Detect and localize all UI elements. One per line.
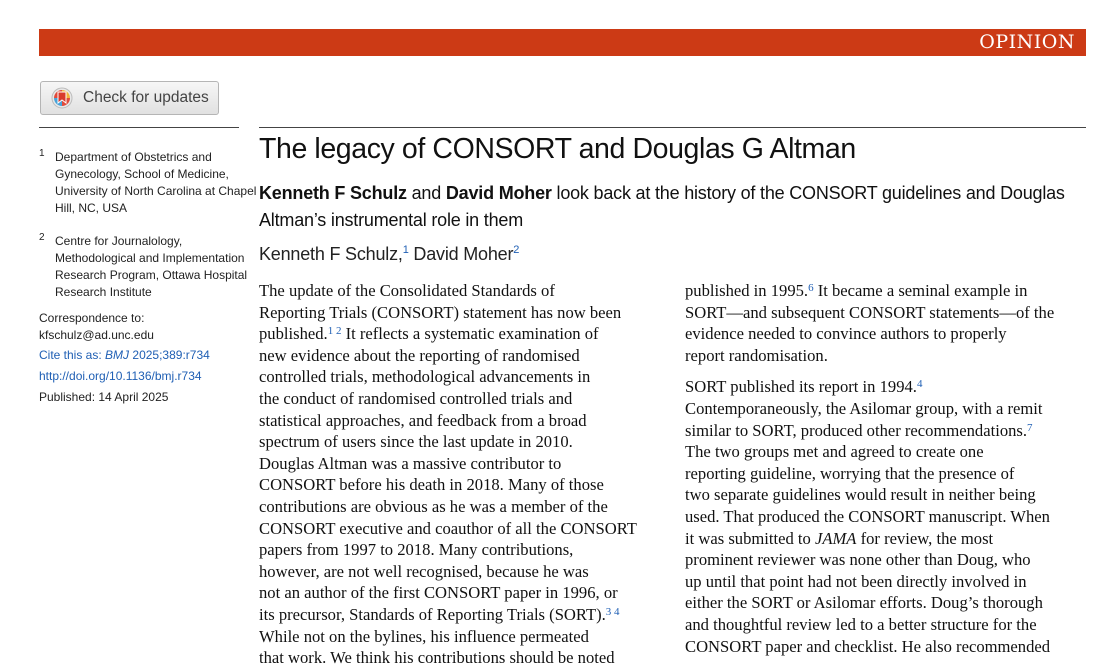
standfirst-text: Altman’s instrumental role in them bbox=[259, 210, 523, 230]
check-for-updates-button[interactable] bbox=[40, 81, 219, 115]
body-line: SORT—and subsequent CONSORT statements—of the bbox=[685, 302, 1055, 322]
correspondence-email[interactable]: kfschulz@ad.unc.edu bbox=[39, 328, 154, 342]
cite-label: Cite this as: bbox=[39, 348, 102, 362]
body-line: controlled trials, methodological advancements in bbox=[259, 367, 591, 387]
body-line: published in 1995.$^6$ It became a seminal example in bbox=[685, 281, 1028, 300]
affiliation-line: Hill, NC, USA bbox=[55, 201, 128, 215]
reference-link[interactable]: 7 bbox=[1027, 421, 1033, 434]
body-line: report randomisation. bbox=[685, 345, 828, 365]
affiliation-line: Research Program, Ottawa Hospital bbox=[55, 268, 248, 282]
affiliation-line: Department of Obstetrics and bbox=[55, 150, 212, 164]
body-column-1 bbox=[259, 280, 679, 669]
body-line: however, are not well recognised, because he was bbox=[259, 561, 589, 581]
body-line: two separate guidelines would result in neither being bbox=[685, 485, 1036, 505]
body-line: new evidence about the reporting of randomised bbox=[259, 345, 580, 365]
affiliation-line: Gynecology, School of Medicine, bbox=[55, 167, 229, 181]
reference-link[interactable]: 6 bbox=[808, 282, 814, 294]
body-line: CONSORT paper and checklist. He also recommended bbox=[685, 636, 1051, 656]
journal-name: JAMA bbox=[814, 528, 857, 548]
affiliation-line: Research Institute bbox=[55, 285, 152, 299]
body-line: CONSORT executive and coauthor of all the CONSORT bbox=[259, 518, 637, 538]
body-line: reporting guideline, worrying that the presence of bbox=[685, 463, 1015, 483]
reference-link[interactable]: 3 4 bbox=[605, 605, 620, 618]
cite-line bbox=[39, 347, 210, 364]
body-line: prominent reviewer was none other than Doug, who bbox=[685, 550, 1031, 570]
byline-author-2[interactable]: David Moher bbox=[413, 244, 514, 264]
affiliation-line: University of North Carolina at Chapel bbox=[55, 184, 257, 198]
sidebar-divider bbox=[39, 127, 239, 128]
affiliation-line: Centre for Journalology, bbox=[55, 234, 183, 248]
body-line: Contemporaneously, the Asilomar group, with a remit bbox=[685, 398, 1043, 418]
article-title: The legacy of CONSORT and Douglas G Altman bbox=[259, 133, 856, 165]
body-line: contributions are obvious as he was a member of the bbox=[259, 496, 608, 516]
byline-affiliation-ref[interactable]: 1 bbox=[402, 244, 409, 256]
standfirst-and: and bbox=[411, 183, 442, 203]
body-line: similar to SORT, produced other recommendations.$^7$ bbox=[685, 420, 1033, 440]
body-line: While not on the bylines, his influence permeated bbox=[259, 626, 589, 646]
crossmark-icon bbox=[51, 87, 73, 109]
affiliation-number: 1 bbox=[39, 148, 45, 159]
body-line: that work. We think his contributions should be noted bbox=[259, 648, 615, 668]
body-line: up until that point had not been directly involved in bbox=[685, 571, 1027, 591]
byline-affiliation-ref[interactable]: 2 bbox=[513, 244, 520, 256]
standfirst-text: look back at the history of the CONSORT guidelines and Douglas bbox=[556, 183, 1065, 203]
cite-journal: BMJ bbox=[105, 348, 130, 362]
doi-link[interactable]: http://doi.org/10.1136/bmj.r734 bbox=[39, 369, 202, 383]
body-line: either the SORT or Asilomar efforts. Doug’s thorough bbox=[685, 593, 1043, 613]
body-line: evidence needed to convince authors to properly bbox=[685, 324, 1007, 344]
byline-author-1[interactable]: Kenneth F Schulz, bbox=[259, 244, 403, 264]
body-line: Douglas Altman was a massive contributor to bbox=[259, 453, 562, 473]
standfirst bbox=[259, 180, 1089, 234]
body-column-2 bbox=[685, 280, 1090, 657]
body-line: not an author of the first CONSORT paper in 1996, or bbox=[259, 583, 618, 603]
body-line: CONSORT before his death in 2018. Many of those bbox=[259, 475, 604, 495]
body-line: spectrum of users since the last update in 2010. bbox=[259, 432, 573, 452]
body-line: The update of the Consolidated Standards of bbox=[259, 281, 555, 300]
body-line: it was submitted to JAMA for review, the most bbox=[685, 528, 994, 548]
affiliation-line: Methodological and Implementation bbox=[55, 251, 245, 265]
reference-link[interactable]: 1 2 bbox=[327, 325, 342, 338]
body-line: SORT published its report in 1994.$^4$ bbox=[685, 377, 923, 397]
body-line: the conduct of randomised controlled trials and bbox=[259, 388, 573, 408]
section-label: OPINION bbox=[979, 31, 1075, 53]
reference-link[interactable]: 4 bbox=[916, 378, 923, 391]
body-line: its precursor, Standards of Reporting Trials (SORT).$^{3 4}$ bbox=[259, 604, 620, 624]
standfirst-author-1: Kenneth F Schulz bbox=[259, 183, 407, 203]
body-line: published.$^{1 2}$ It reflects a systematic examination of bbox=[259, 324, 599, 344]
affiliation-2 bbox=[39, 232, 248, 301]
published-date: Published: 14 April 2025 bbox=[39, 390, 169, 404]
affiliation-number: 2 bbox=[39, 232, 45, 243]
correspondence-label: Correspondence to: bbox=[39, 311, 145, 325]
body-line: The two groups met and agreed to create one bbox=[685, 442, 984, 462]
body-line: Reporting Trials (CONSORT) statement has now been bbox=[259, 302, 622, 322]
body-line: papers from 1997 to 2018. Many contributions, bbox=[259, 540, 574, 560]
body-line: and thoughtful review led to a better structure for the bbox=[685, 614, 1037, 634]
body-line: statistical approaches, and feedback from a broad bbox=[259, 410, 587, 430]
standfirst-author-2: David Moher bbox=[445, 183, 552, 203]
check-for-updates-label: Check for updates bbox=[83, 89, 209, 106]
affiliation-1 bbox=[39, 148, 257, 217]
byline bbox=[259, 244, 519, 265]
cite-reference: 2025;389:r734 bbox=[132, 348, 210, 362]
header-divider bbox=[259, 127, 1086, 128]
section-banner bbox=[39, 29, 1086, 56]
body-line: used. That produced the CONSORT manuscript. When bbox=[685, 506, 1050, 526]
